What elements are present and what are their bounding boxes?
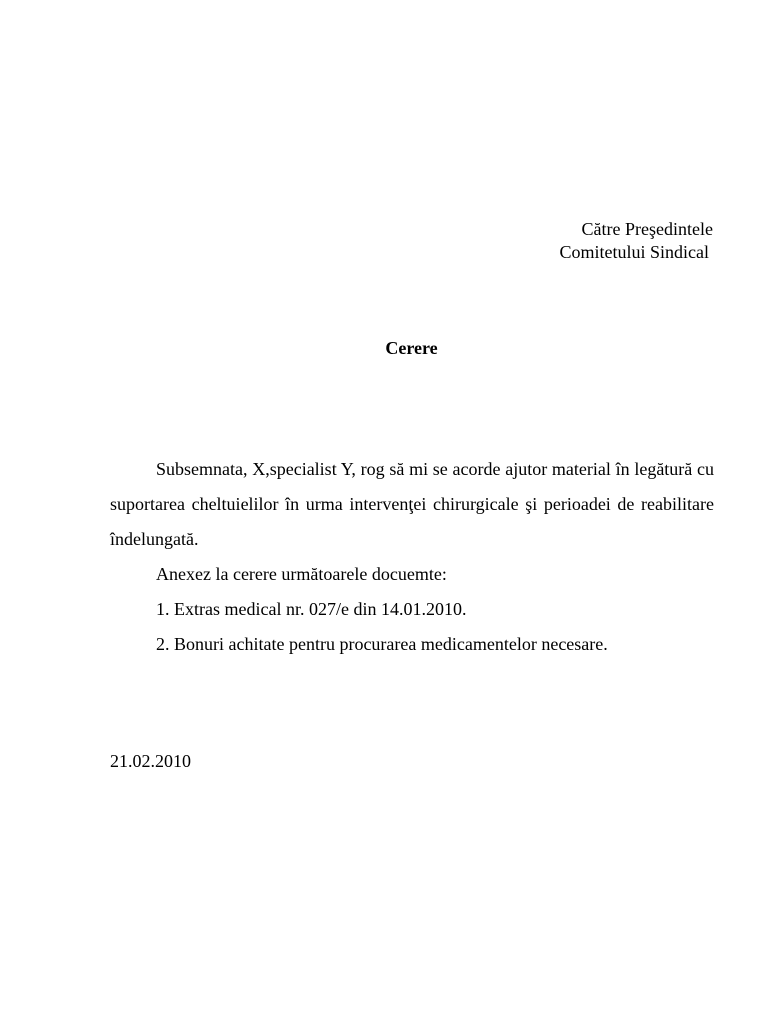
document-body [110,452,714,662]
recipient-block [413,218,713,264]
request-paragraph: Subsemnata, X,specialist Y, rog să mi se acorde ajutor material în legătură cu suportarea cheltuielilor în urma intervenţei chirurgicale şi perioadei de reabilitare îndelungată. [110,459,714,549]
annex-item-1: 1. Extras medical nr. 027/e din 14.01.2010. [156,599,467,619]
recipient-line-1: Către Preşedintele [581,219,713,239]
document-title: Cerere [385,338,438,358]
annex-intro: Anexez la cerere următoarele docuemte: [156,564,447,584]
recipient-line-2: Comitetului Sindical [559,242,709,262]
document-date: 21.02.2010 [110,751,191,771]
annex-item-2: 2. Bonuri achitate pentru procurarea medicamentelor necesare. [156,634,608,654]
